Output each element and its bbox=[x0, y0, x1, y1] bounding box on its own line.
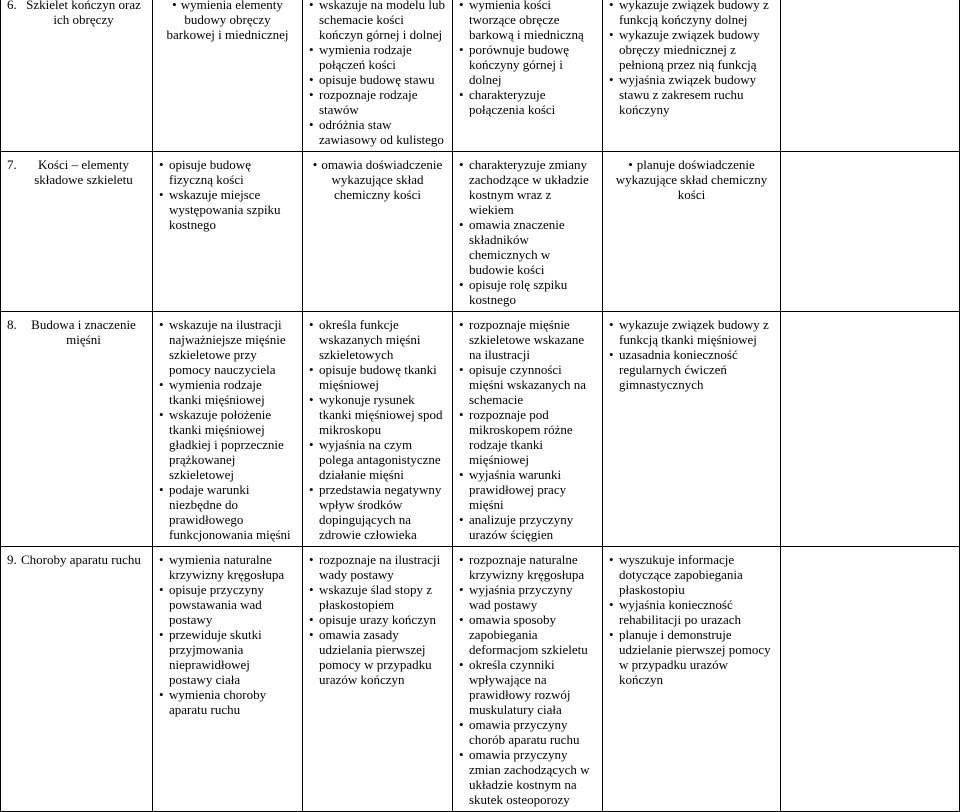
list-item: • wymienia naturalne krzywizny kręgosłupa bbox=[159, 552, 296, 582]
list-item: • rozpoznaje na ilustracji wady postawy bbox=[309, 552, 446, 582]
list-item: • rozpoznaje naturalne krzywizny kręgosłupa bbox=[459, 552, 596, 582]
level-cell-4 bbox=[603, 312, 781, 547]
list-item: • wyszukuje informacje dotyczące zapobiegania płaskostopiu bbox=[609, 552, 774, 597]
level-cell-4 bbox=[603, 152, 781, 312]
list-item: • przewiduje skutki przyjmowania nieprawidłowej postawy ciała bbox=[159, 627, 296, 687]
row-number: 7. bbox=[7, 157, 17, 172]
list-item: • wymienia kości tworzące obręcze barkową i miedniczną bbox=[459, 0, 596, 42]
list-item: • rozpoznaje rodzaje stawów bbox=[309, 87, 446, 117]
level-cell-3 bbox=[453, 0, 603, 152]
row-number: 6. bbox=[7, 0, 17, 12]
list-item: • wskazuje ślad stopy z płaskostopiem bbox=[309, 582, 446, 612]
list-item: • wykazuje związek budowy z funkcją tkanki mięśniowej bbox=[609, 317, 774, 347]
level-cell-2 bbox=[303, 547, 453, 812]
list-item: • charakteryzuje zmiany zachodzące w układzie kostnym wraz z wiekiem bbox=[459, 157, 596, 217]
topic-cell bbox=[1, 0, 153, 152]
list-item: • analizuje przyczyny urazów ścięgien bbox=[459, 512, 596, 542]
table-row bbox=[1, 312, 960, 547]
list-item: • wykazuje związek budowy obręczy miednicznej z pełnioną przez nią funkcją bbox=[609, 27, 774, 72]
topic-cell bbox=[1, 152, 153, 312]
list-item: • wymienia rodzaje połączeń kości bbox=[309, 42, 446, 72]
list-item: • wskazuje na ilustracji najważniejsze mięśnie szkieletowe przy pomocy nauczyciela bbox=[159, 317, 296, 377]
topic-title: Choroby aparatu ruchu bbox=[21, 552, 141, 567]
topic-title: Budowa i znaczenie mięśni bbox=[31, 317, 136, 347]
list-item: • omawia zasady udzielania pierwszej pomocy w przypadku urazów kończyn bbox=[309, 627, 446, 687]
list-item: • wyjaśnia przyczyny wad postawy bbox=[459, 582, 596, 612]
level-cell-3 bbox=[453, 312, 603, 547]
list-item: • opisuje rolę szpiku kostnego bbox=[459, 277, 596, 307]
topic-cell bbox=[1, 312, 153, 547]
row-number: 9. bbox=[7, 552, 17, 567]
list-item: • porównuje budowę kończyny górnej i dolnej bbox=[459, 42, 596, 87]
level-cell-2 bbox=[303, 152, 453, 312]
list-item: • charakteryzuje połączenia kości bbox=[459, 87, 596, 117]
list-item: • rozpoznaje mięśnie szkieletowe wskazane na ilustracji bbox=[459, 317, 596, 362]
level-cell-5 bbox=[781, 312, 960, 547]
level-cell-2 bbox=[303, 0, 453, 152]
list-item: • określa czynniki wpływające na prawidłowy rozwój muskulatury ciała bbox=[459, 657, 596, 717]
list-item: • omawia sposoby zapobiegania deformacjom szkieletu bbox=[459, 612, 596, 657]
list-item: • omawia znaczenie składników chemicznych w budowie kości bbox=[459, 217, 596, 277]
list-item: • wskazuje miejsce występowania szpiku kostnego bbox=[159, 187, 296, 232]
list-item: • wykonuje rysunek tkanki mięśniowej spod mikroskopu bbox=[309, 392, 446, 437]
level-cell-1 bbox=[153, 0, 303, 152]
topic-title: Kości – elementy składowe szkieletu bbox=[34, 157, 133, 187]
list-item: • wskazuje na modelu lub schemacie kości kończyn górnej i dolnej bbox=[309, 0, 446, 42]
list-item: • omawia przyczyny zmian zachodzących w układzie kostnym na skutek osteoporozy bbox=[459, 747, 596, 807]
table-row bbox=[1, 0, 960, 152]
level-cell-3 bbox=[453, 152, 603, 312]
list-item: • rozpoznaje pod mikroskopem różne rodzaje tkanki mięśniowej bbox=[459, 407, 596, 467]
table-row bbox=[1, 152, 960, 312]
level-cell-1 bbox=[153, 312, 303, 547]
level-cell-4 bbox=[603, 547, 781, 812]
level-cell-5 bbox=[781, 152, 960, 312]
list-item: • odróżnia staw zawiasowy od kulistego bbox=[309, 117, 446, 147]
list-item: • opisuje budowę stawu bbox=[309, 72, 446, 87]
list-item: • określa funkcje wskazanych mięśni szkieletowych bbox=[309, 317, 446, 362]
list-item: • wyjaśnia konieczność rehabilitacji po urazach bbox=[609, 597, 774, 627]
level-cell-2 bbox=[303, 312, 453, 547]
level-cell-5 bbox=[781, 547, 960, 812]
list-item: • opisuje czynności mięśni wskazanych na schemacie bbox=[459, 362, 596, 407]
list-item: • planuje i demonstruje udzielanie pierwszej pomocy w przypadku urazów kończyn bbox=[609, 627, 774, 687]
list-item: • omawia przyczyny chorób aparatu ruchu bbox=[459, 717, 596, 747]
level-cell-1 bbox=[153, 152, 303, 312]
level-cell-5 bbox=[781, 0, 960, 152]
level-cell-1 bbox=[153, 547, 303, 812]
list-item: • wyjaśnia związek budowy stawu z zakresem ruchu kończyny bbox=[609, 72, 774, 117]
list-item: • opisuje budowę tkanki mięśniowej bbox=[309, 362, 446, 392]
list-item: • wyjaśnia na czym polega antagonistyczne działanie mięśni bbox=[309, 437, 446, 482]
topic-title: Szkielet kończyn oraz ich obręczy bbox=[26, 0, 141, 27]
list-item: • opisuje przyczyny powstawania wad postawy bbox=[159, 582, 296, 627]
list-item: • opisuje budowę fizyczną kości bbox=[159, 157, 296, 187]
level-cell-3 bbox=[453, 547, 603, 812]
list-item: • omawia doświadczenie wykazujące skład chemiczny kości bbox=[309, 157, 446, 202]
list-item: • wymienia choroby aparatu ruchu bbox=[159, 687, 296, 717]
list-item: • wymienia elementy budowy obręczy barkowej i miednicznej bbox=[159, 0, 296, 42]
list-item: • przedstawia negatywny wpływ środków dopingujących na zdrowie człowieka bbox=[309, 482, 446, 542]
table-row bbox=[1, 547, 960, 812]
list-item: • planuje doświadczenie wykazujące skład chemiczny kości bbox=[609, 157, 774, 202]
list-item: • opisuje urazy kończyn bbox=[309, 612, 446, 627]
list-item: • wykazuje związek budowy z funkcją kończyny dolnej bbox=[609, 0, 774, 27]
list-item: • podaje warunki niezbędne do prawidłowego funkcjonowania mięśni bbox=[159, 482, 296, 542]
list-item: • uzasadnia konieczność regularnych ćwiczeń gimnastycznych bbox=[609, 347, 774, 392]
level-cell-4 bbox=[603, 0, 781, 152]
list-item: • wymienia rodzaje tkanki mięśniowej bbox=[159, 377, 296, 407]
row-number: 8. bbox=[7, 317, 17, 332]
list-item: • wskazuje położenie tkanki mięśniowej gładkiej i poprzecznie prążkowanej szkieletowej bbox=[159, 407, 296, 482]
list-item: • wyjaśnia warunki prawidłowej pracy mięśni bbox=[459, 467, 596, 512]
topic-cell bbox=[1, 547, 153, 812]
